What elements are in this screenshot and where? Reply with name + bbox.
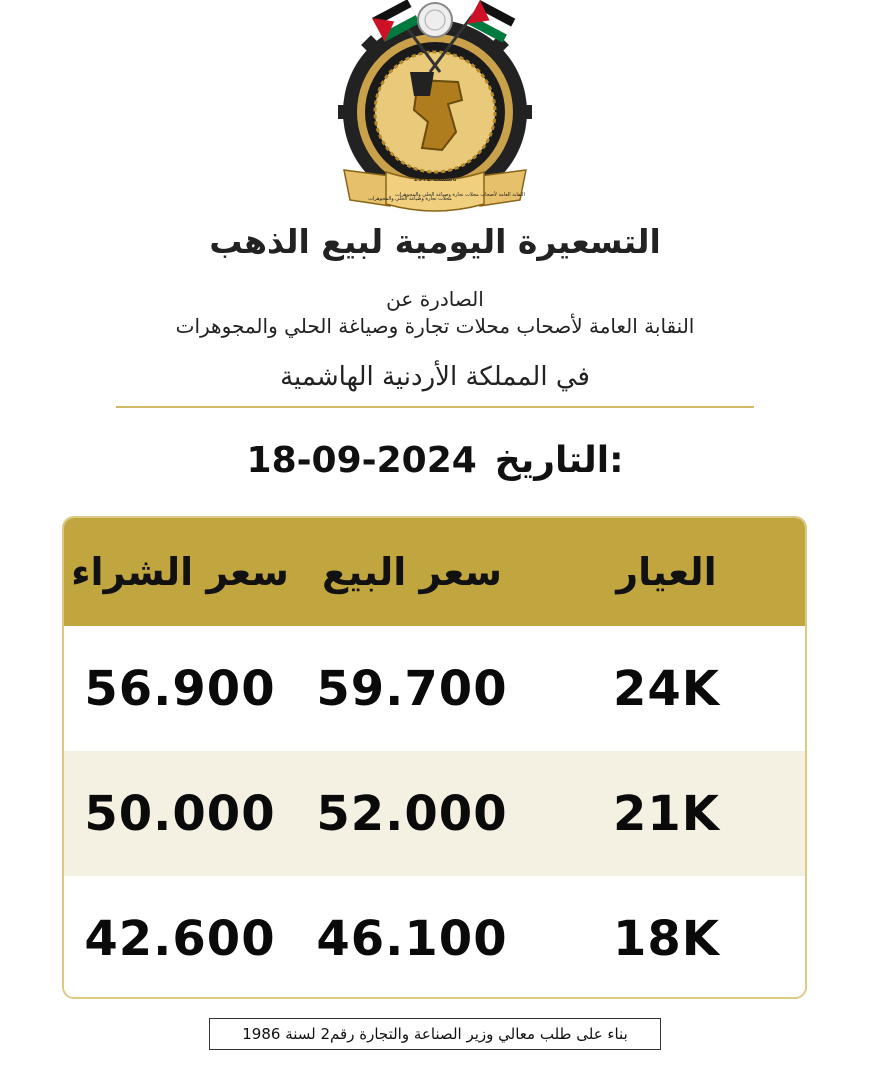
karat-value: 24K [613, 660, 720, 717]
emblem-ribbon-right-text: محلات تجارة وصياغة الحلي والمجوهرات [368, 196, 452, 202]
buy-price: 56.900 [84, 660, 276, 717]
buy-price: 42.600 [84, 910, 276, 967]
column-header-karat: العيار [616, 550, 717, 594]
buy-price: 50.000 [84, 785, 276, 842]
emblem-ribbon-left-text: النقابة العامة لأصحاب محلات تجارة وصياغة الحلي والمجوهرات [395, 192, 525, 198]
table-row [64, 876, 805, 999]
price-table [62, 516, 807, 999]
sell-price: 52.000 [316, 785, 508, 842]
date-line [0, 440, 870, 481]
karat-value: 21K [613, 785, 720, 842]
page-title: التسعيرة اليومية لبيع الذهب [209, 222, 661, 261]
date-label: التاريخ: [494, 440, 624, 481]
country-text: في المملكة الأردنية الهاشمية [280, 362, 590, 392]
syndicate-emblem-icon [330, 0, 540, 218]
sell-price: 59.700 [316, 660, 508, 717]
emblem-est-text: تأسست 1972 [413, 175, 457, 183]
table-row [64, 626, 805, 751]
column-header-sell: سعر البيع [322, 550, 502, 594]
table-row [64, 751, 805, 876]
table-header [64, 518, 805, 626]
issued-by-text: الصادرة عن [386, 287, 484, 311]
organization-name: النقابة العامة لأصحاب محلات تجارة وصياغة الحلي والمجوهرات [175, 314, 695, 338]
karat-value: 18K [613, 910, 720, 967]
sell-price: 46.100 [316, 910, 508, 967]
column-header-buy: سعر الشراء [71, 550, 289, 594]
footer-note: بناء على طلب معالي وزير الصناعة والتجارة رقم2 لسنة 1986 [209, 1018, 661, 1050]
date-value: 18-09-2024 [246, 440, 477, 481]
divider-line [116, 406, 754, 408]
